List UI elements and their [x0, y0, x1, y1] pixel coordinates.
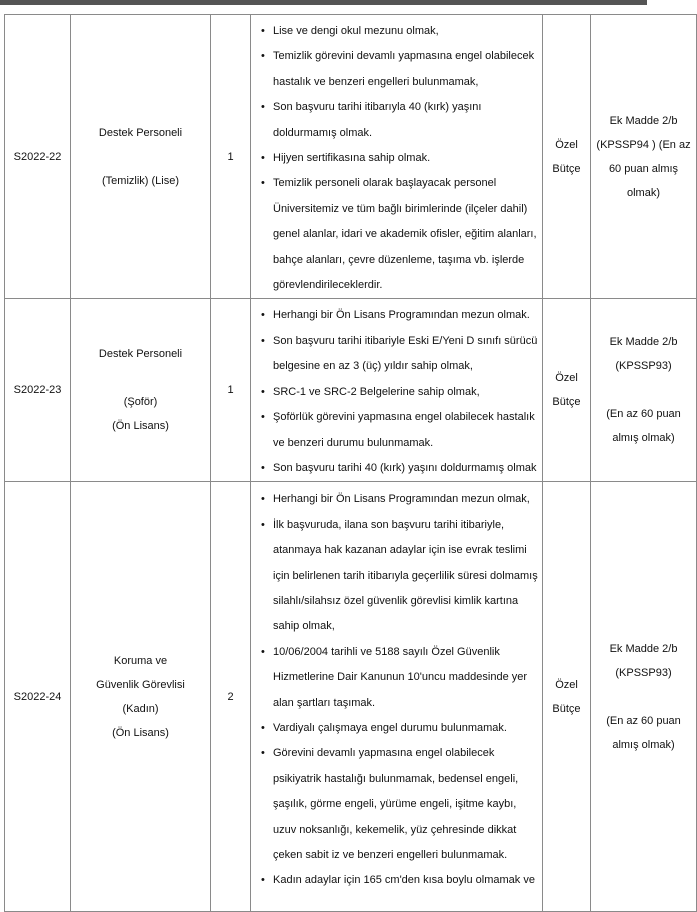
- requirements-cell: [251, 15, 543, 299]
- list-item: • Şoförlük görevini yapmasına engel olabilecek hastalık ve benzeri durumu bulunmamak.: [259, 405, 538, 456]
- budget-type: [543, 299, 591, 482]
- kpss-line: (En az 60 puan: [606, 408, 681, 421]
- list-item: • Son başvuru tarihi 40 (kırk) yaşını doldurmamış olmak: [259, 456, 538, 481]
- kpss-requirement: [591, 482, 697, 912]
- position-title: [71, 299, 211, 482]
- requirements-list: [259, 487, 538, 894]
- budget-line: Özel: [555, 678, 578, 691]
- list-item: • SRC-1 ve SRC-2 Belgelerine sahip olmak,: [259, 380, 538, 405]
- kpss-line: almış olmak): [612, 738, 675, 751]
- positions-table: [4, 14, 697, 912]
- list-item: • 10/06/2004 tarihli ve 5188 sayılı Özel Güvenlik Hizmetlerine Dair Kanunun 10'uncu maddesinde yer alan şartları taşımak.: [259, 640, 538, 716]
- list-item: • Görevini devamlı yapmasına engel olabilecek psikiyatrik hastalığı bulunmamak, bedensel engeli, şaşılık, görme engeli, yürüme engeli, işitme kaybı, uzuv noksanlığı, kekemelik, yüz çehresinde dikkat çeken sabit iz ve benzeri engelleri bulunmamak.: [259, 741, 538, 868]
- position-title-line: Güvenlik Görevlisi: [96, 678, 185, 691]
- kpss-line: (En az 60 puan: [606, 714, 681, 727]
- position-title-line: (Ön Lisans): [112, 726, 169, 739]
- table-row: [5, 299, 697, 482]
- kpss-line: 60 puan almış: [608, 162, 679, 175]
- top-edge-bar: [0, 0, 647, 5]
- budget-type: [543, 15, 591, 299]
- kpss-requirement: [591, 15, 697, 299]
- position-code: S2022-22: [5, 15, 71, 299]
- list-item: • Herhangi bir Ön Lisans Programından mezun olmak,: [259, 487, 538, 512]
- list-item: • Lise ve dengi okul mezunu olmak,: [259, 19, 538, 44]
- position-title: [71, 15, 211, 299]
- kpss-line: olmak): [626, 186, 660, 199]
- position-title-line: Koruma ve: [113, 654, 168, 667]
- budget-line: Özel: [555, 372, 578, 385]
- position-title-line: (Ön Lisans): [112, 420, 169, 433]
- table-row: [5, 482, 697, 912]
- requirements-cell: [251, 299, 543, 482]
- budget-line: Bütçe: [552, 162, 581, 175]
- kpss-line: almış olmak): [612, 432, 675, 445]
- position-title-line: Destek Personeli: [98, 126, 183, 139]
- requirements-list: [259, 19, 538, 298]
- kpss-line: (KPSSP93): [615, 666, 672, 679]
- list-item: • İlk başvuruda, ilana son başvuru tarihi itibariyle, atanmaya hak kazanan adaylar için ise evrak teslimi için belirlenen tarih itibarıyla geçerlilik süresi dolmamış silahlı/silahsız özel güvenlik görevlisi kimlik kartına sahip olmak,: [259, 513, 538, 640]
- budget-line: Bütçe: [552, 396, 581, 409]
- position-count: 1: [211, 15, 251, 299]
- kpss-line: (KPSSP94 ) (En az: [596, 138, 691, 151]
- position-code: S2022-23: [5, 299, 71, 482]
- requirements-list: [259, 303, 538, 481]
- list-item: • Son başvuru tarihi itibariyle Eski E/Yeni D sınıfı sürücü belgesine en az 3 (üç) yıldır sahip olmak,: [259, 329, 538, 380]
- list-item: • Vardiyalı çalışmaya engel durumu bulunmamak.: [259, 716, 538, 741]
- budget-line: Özel: [555, 138, 578, 151]
- position-title-line: (Kadın): [122, 702, 159, 715]
- position-title-line: (Şoför): [123, 396, 158, 409]
- requirements-cell: [251, 482, 543, 912]
- list-item: • Temizlik görevini devamlı yapmasına engel olabilecek hastalık ve benzeri engelleri bulunmamak,: [259, 44, 538, 95]
- position-title: [71, 482, 211, 912]
- list-item: • Son başvuru tarihi itibarıyla 40 (kırk) yaşını doldurmamış olmak.: [259, 95, 538, 146]
- kpss-requirement: [591, 299, 697, 482]
- list-item: • Herhangi bir Ön Lisans Programından mezun olmak.: [259, 303, 538, 328]
- position-title-line: (Temizlik) (Lise): [102, 174, 179, 187]
- kpss-line: (KPSSP93): [615, 360, 672, 373]
- kpss-line: Ek Madde 2/b: [609, 642, 678, 655]
- list-item: • Temizlik personeli olarak başlayacak personel Üniversitemiz ve tüm bağlı birimlerinde (ilçeler dahil) genel alanlar, idari ve akademik ofisler, eğitim alanları, bahçe alanları, çevre düzenleme, taşıma vb. işlerde görevlendirileceklerdir.: [259, 171, 538, 298]
- position-code: S2022-24: [5, 482, 71, 912]
- table-row: [5, 15, 697, 299]
- position-count: 2: [211, 482, 251, 912]
- list-item: • Hijyen sertifikasına sahip olmak.: [259, 146, 538, 171]
- kpss-line: Ek Madde 2/b: [609, 114, 678, 127]
- position-title-line: Destek Personeli: [98, 348, 183, 361]
- budget-line: Bütçe: [552, 702, 581, 715]
- kpss-line: Ek Madde 2/b: [609, 336, 678, 349]
- list-item: • Kadın adaylar için 165 cm'den kısa boylu olmamak ve: [259, 868, 538, 893]
- budget-type: [543, 482, 591, 912]
- position-count: 1: [211, 299, 251, 482]
